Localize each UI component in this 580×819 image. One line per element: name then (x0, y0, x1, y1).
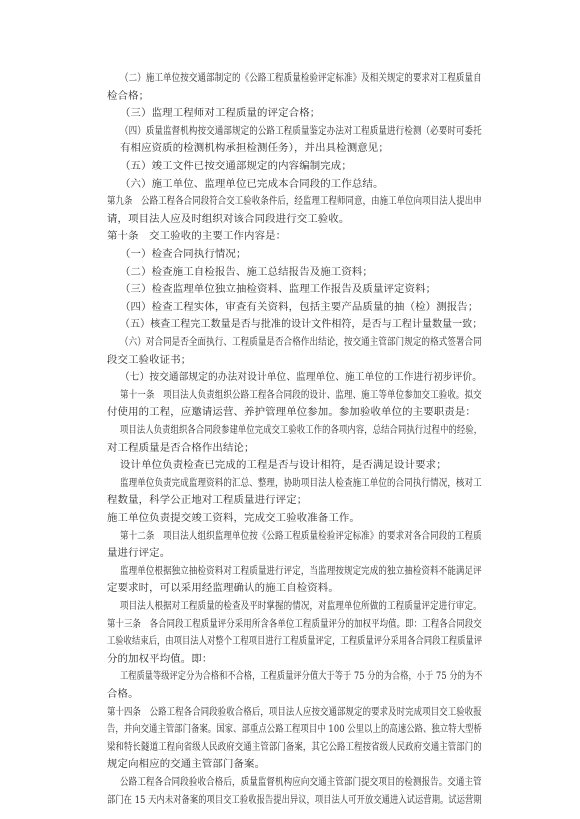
text-line: 项目法人根据对工程质量的检查及平时掌握的情况，对监理单位所做的工程质量评定进行审定。 (120, 600, 482, 612)
text-line: 第九条 公路工程各合同段符合交工验收条件后，经监理工程师同意，由施工单位向项目法人提出申 (107, 195, 482, 208)
text-line: 程数量，科学公正地对工程质量进行评定； (107, 494, 308, 507)
text-line: 量进行评定。 (107, 547, 171, 560)
text-line: 合格。 (107, 688, 139, 700)
text-line: （二）施工单位按交通部制定的《公路工程质量检验评定标准》及相关规定的要求对工程质量自 (120, 72, 482, 84)
text-line: 告，并向交通主管部门备案。国家、部重点公路工程项目中 100 公里以上的高速公路、独立特大型桥 (107, 723, 482, 736)
text-line: （一）检查合同执行情况； (120, 248, 247, 260)
text-line: （三）检查监理单位独立抽检资料、监理工作报告及质量评定资料； (120, 283, 437, 296)
text-line: 施工单位负责提交竣工资料，完成交工验收准备工作。 (107, 512, 360, 524)
text-line: 检合格； (107, 89, 150, 102)
text-line: （五）核查工程完工数量是否与批准的设计文件相符，是否与工程计量数量一致； (120, 318, 483, 331)
text-line: （四）质量监督机构按交通部规定的公路工程质量鉴定办法对工程质量进行检测（必要时可委托 (120, 124, 482, 137)
text-line: 有相应资质的检测机构承担检测任务），并出具检测意见； (120, 142, 389, 155)
text-line: （三）监理工程师对工程质量的评定合格； (120, 107, 321, 120)
text-line: 定要求时，可以采用经监理确认的施工自检资料。 (107, 582, 339, 595)
text-line: 部门在 15 天内未对备案的项目交工验收报告提出异议，项目法人可开放交通进入试运营期。试运营期 (107, 793, 482, 806)
text-line: （四）检查工程实体，审查有关资料，包括主要产品质量的抽（检）测报告； (120, 300, 479, 313)
text-line: 工验收结束后，由项目法人对整个工程项目进行工程质量评定，工程质量评分采用各合同段工程质量评 (107, 635, 483, 648)
text-line: 第十二条 项目法人组织监理单位按《公路工程质量检验评定标准》的要求对各合同段的工程质 (120, 529, 482, 542)
text-line: 对工程质量是否合格作出结论； (107, 441, 255, 454)
text-line: 梁和特长隧道工程向省级人民政府交通主管部门备案，其它公路工程按省级人民政府交通主管部门的 (107, 740, 482, 753)
text-line: 段交工验收证书； (107, 353, 192, 366)
text-line: （七）按交通部规定的办法对设计单位、监理单位、施工单位的工作进行初步评价。 (120, 371, 482, 384)
text-line: 监理单位负责完成监理资料的汇总、整理，协助项目法人检查施工单位的合同执行情况，核对工 (120, 476, 482, 489)
text-line: 规定向相应的交通主管部门备案。 (107, 758, 266, 771)
text-line: 第十三条 各合同段工程质量评分采用所含各单位工程质量评分的加权平均值。即：工程各合同段交 (107, 617, 482, 630)
text-line: 监理单位根据独立抽检资料对工程质量进行评定，当监理按规定完成的独立抽检资料不能满足评 (120, 564, 482, 577)
text-line: （五）竣工文件已按交通部规定的内容编制完成； (120, 160, 352, 172)
text-line: 第十条 交工验收的主要工作内容是： (107, 230, 287, 243)
text-line: 第十四条 公路工程各合同段验收合格后，项目法人应按交通部规定的要求及时完成项目交工验收报 (107, 705, 482, 718)
text-line: 设计单位负责检查已完成的工程是否与设计相符，是否满足设计要求； (120, 459, 447, 472)
text-line: （六）施工单位、监理单位已完成本合同段的工作总结。 (120, 177, 384, 190)
text-line: 请，项目法人应及时组织对该合同段进行交工验收。 (107, 212, 350, 225)
text-line: 第十一条 项目法人负责组织公路工程各合同段的设计、监理、施工等单位参加交工验收。拟交 (120, 388, 482, 401)
text-line: 公路工程各合同段验收合格后，质量监督机构应向交通主管部门提交项目的检测报告。交通主管 (120, 776, 482, 788)
text-line: 付使用的工程，应邀请运营、养护管理单位参加。参加验收单位的主要职责是： (107, 406, 476, 419)
text-line: 工程质量等级评定分为合格和不合格，工程质量评分值大于等于 75 分的为合格，小于 75 分的为不 (120, 670, 483, 683)
text-line: （六）对合同是否全面执行、工程质量是否合格作出结论，按交通主管部门规定的格式签署合同 (120, 336, 482, 348)
text-line: 项目法人负责组织各合同段参建单位完成交工验收工作的各项内容，总结合同执行过程中的经验， (120, 424, 483, 436)
text-line: （二）检查施工自检报告、施工总结报告及施工资料； (120, 265, 373, 278)
text-line: 分的加权平均值。即： (107, 652, 213, 665)
